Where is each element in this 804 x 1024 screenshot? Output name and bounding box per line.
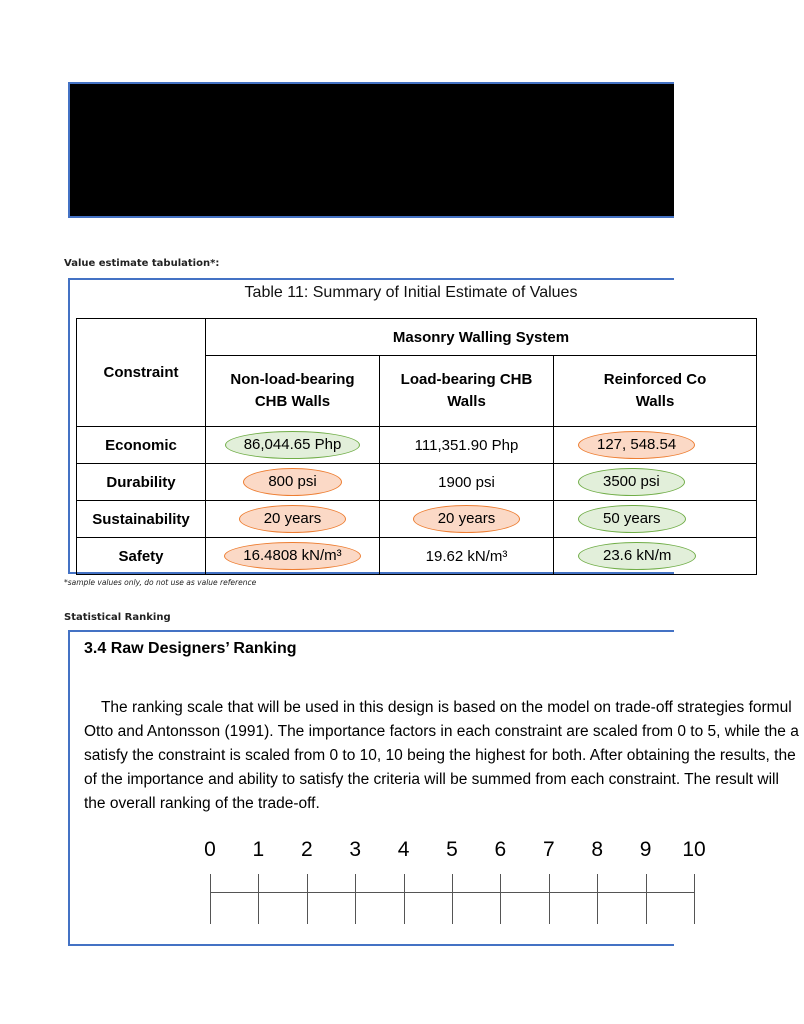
- table-cell: [554, 464, 757, 501]
- value-pill: 23.6 kN/m: [578, 542, 696, 570]
- paragraph-line: The ranking scale that will be used in this design is based on the model on trade-off strategies formul: [84, 699, 792, 716]
- column-header-line2: CHB Walls: [254, 393, 331, 410]
- column-header-non-load-bearing: [206, 356, 380, 427]
- column-header-line1: Load-bearing CHB: [400, 371, 533, 388]
- table-row: [77, 538, 757, 575]
- column-header-line1: Reinforced Co: [603, 371, 707, 388]
- table-frame: [68, 278, 707, 574]
- value-text: 19.62 kN/m³: [425, 547, 508, 565]
- scale-tick: [307, 874, 308, 924]
- value-pill: 50 years: [578, 505, 686, 533]
- ranking-section-label: Statistical Ranking: [64, 612, 171, 623]
- group-header: Masonry Walling System: [206, 319, 757, 356]
- scale-number: 9: [639, 838, 652, 861]
- table-caption: Table 11: Summary of Initial Estimate of Values: [244, 284, 578, 301]
- table-cell: [206, 538, 380, 575]
- scale-tick: [355, 874, 356, 924]
- values-table: [76, 318, 757, 575]
- scale-tick: [210, 874, 211, 924]
- value-pill: 86,044.65 Php: [225, 431, 361, 459]
- ranking-frame: [68, 630, 799, 946]
- paragraph-line: satisfy the constraint is scaled from 0 to 10, 10 being the highest for both. After obtaining the results, the: [84, 747, 796, 764]
- value-pill: 3500 psi: [578, 468, 685, 496]
- table-row: [77, 464, 757, 501]
- scale-tick: [549, 874, 550, 924]
- row-label: Safety: [77, 538, 206, 575]
- scale-number: 4: [397, 838, 410, 861]
- row-label: Economic: [77, 427, 206, 464]
- table-cell: [380, 501, 554, 538]
- redacted-text-block: [68, 82, 674, 218]
- column-header-line2: Walls: [447, 393, 486, 410]
- column-header-line2: Walls: [635, 393, 675, 410]
- table-cell: [206, 501, 380, 538]
- scale-number: 10: [682, 838, 706, 861]
- table-cell: [380, 427, 554, 464]
- scale-tick: [404, 874, 405, 924]
- value-pill: 127, 548.54: [578, 431, 695, 459]
- ranking-paragraph: [84, 696, 804, 816]
- paragraph-line: of the importance and ability to satisfy the criteria will be summed from each constraint. The result will: [84, 771, 779, 788]
- scale-number: 5: [446, 838, 458, 861]
- scale-tick: [694, 874, 695, 924]
- column-header-line1: Non-load-bearing: [230, 371, 355, 388]
- row-label: Sustainability: [77, 501, 206, 538]
- scale-number: 7: [542, 838, 555, 861]
- scale-tick: [500, 874, 501, 924]
- scale-number: 3: [349, 838, 362, 861]
- scale-tick: [452, 874, 453, 924]
- table-cell: [206, 464, 380, 501]
- table-cell: [380, 464, 554, 501]
- table-row: [77, 427, 757, 464]
- value-pill: 800 psi: [243, 468, 341, 496]
- paragraph-line: Otto and Antonsson (1991). The importance factors in each constraint are scaled from 0 to 5, while the a: [84, 723, 799, 740]
- scale-number: 8: [591, 838, 604, 861]
- scale-tick: [258, 874, 259, 924]
- value-text: 1900 psi: [438, 473, 495, 491]
- table-cell: [554, 538, 757, 575]
- column-header-load-bearing: [380, 356, 554, 427]
- value-section-label: Value estimate tabulation*:: [64, 258, 220, 269]
- table-cell: [554, 501, 757, 538]
- paragraph-line: the overall ranking of the trade-off.: [84, 795, 320, 812]
- table-row: [77, 501, 757, 538]
- table-cell: [206, 427, 380, 464]
- row-label: Durability: [77, 464, 206, 501]
- scale-tick: [597, 874, 598, 924]
- scale-tick: [646, 874, 647, 924]
- column-header-reinforced: [554, 356, 757, 427]
- scale-number: 0: [204, 838, 216, 861]
- footnote: *sample values only, do not use as value reference: [64, 578, 257, 587]
- ranking-heading: 3.4 Raw Designers’ Ranking: [84, 640, 297, 657]
- scale-number: 6: [494, 838, 507, 861]
- table-cell: [554, 427, 757, 464]
- value-pill: 20 years: [239, 505, 347, 533]
- value-text: 111,351.90 Php: [414, 436, 519, 454]
- constraint-header: Constraint: [77, 319, 206, 427]
- scale-number: 2: [300, 838, 313, 861]
- value-pill: 16.4808 kN/m³: [224, 542, 360, 570]
- value-pill: 20 years: [413, 505, 521, 533]
- scale-number: 1: [252, 838, 265, 861]
- table-cell: [380, 538, 554, 575]
